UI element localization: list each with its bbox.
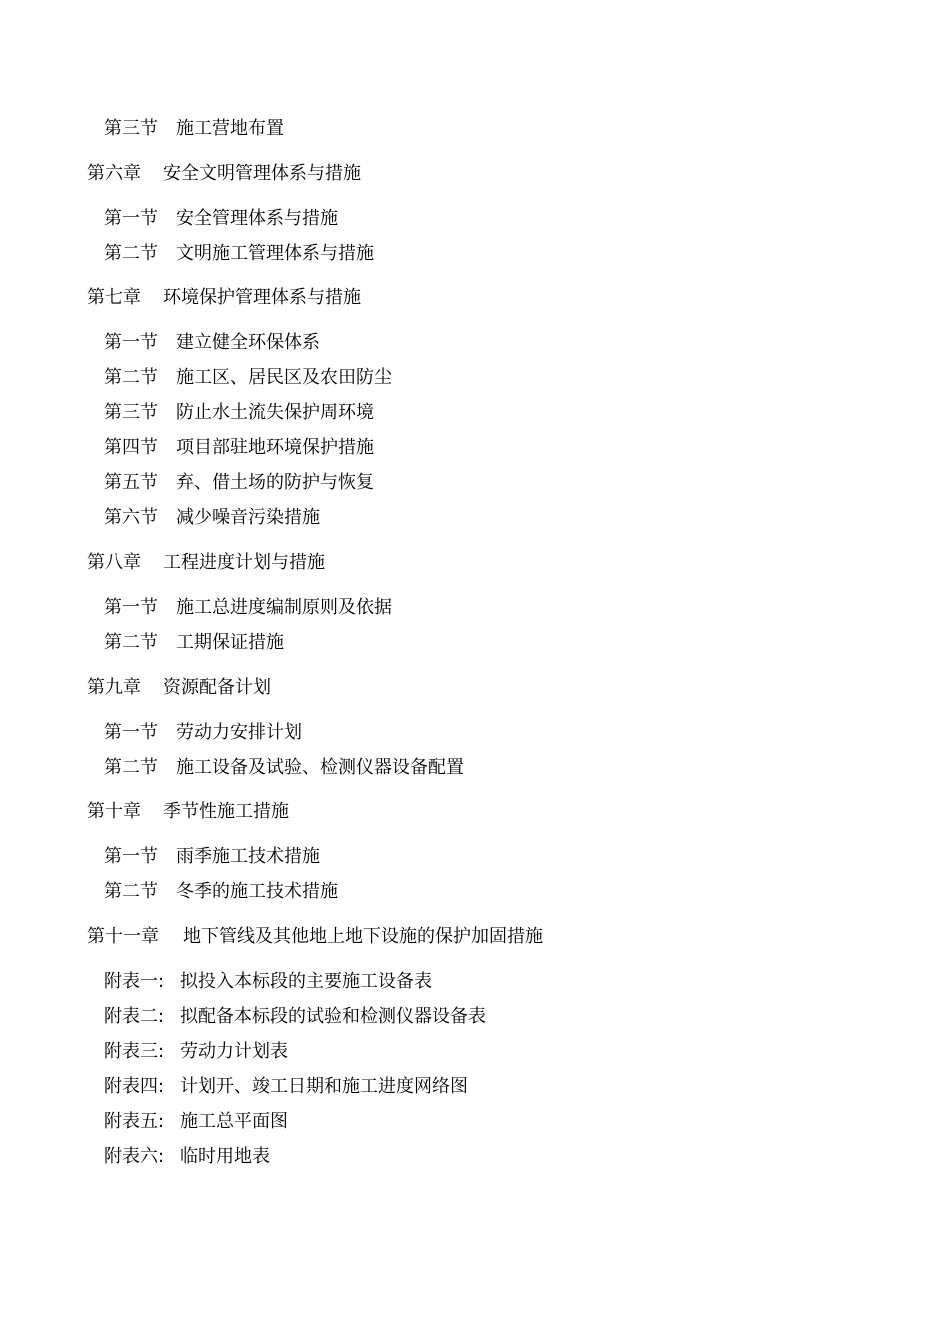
section-title: 施工设备及试验、检测仪器设备配置 [176, 757, 464, 778]
section-title: 安全管理体系与措施 [176, 208, 338, 229]
section-number: 第一节 [104, 332, 158, 353]
appendix-number: 附表一: [104, 971, 165, 992]
section-number: 第一节 [104, 208, 158, 229]
appendix-title: 拟投入本标段的主要施工设备表 [180, 971, 432, 992]
chapter-number: 第七章 [87, 287, 141, 308]
section-number: 第六节 [104, 507, 158, 528]
section-number: 第二节 [104, 881, 158, 902]
section-title: 劳动力安排计划 [176, 722, 302, 743]
section-title: 施工总进度编制原则及依据 [176, 597, 392, 618]
section-title: 工期保证措施 [176, 632, 284, 653]
appendix-number: 附表二: [104, 1006, 165, 1027]
chapter-number: 第九章 [87, 677, 141, 698]
section-title: 建立健全环保体系 [176, 332, 320, 353]
appendix-number: 附表三: [104, 1041, 165, 1062]
appendix-number: 附表四: [104, 1076, 165, 1097]
section-number: 第四节 [104, 437, 158, 458]
chapter-title: 环境保护管理体系与措施 [163, 287, 361, 308]
chapter-title: 工程进度计划与措施 [163, 552, 325, 573]
appendix-number: 附表六: [104, 1146, 165, 1167]
section-title: 项目部驻地环境保护措施 [176, 437, 374, 458]
chapter-title: 季节性施工措施 [163, 801, 289, 822]
section-number: 第二节 [104, 632, 158, 653]
section-title: 文明施工管理体系与措施 [176, 243, 374, 264]
section-title: 施工营地布置 [176, 118, 284, 139]
section-number: 第五节 [104, 472, 158, 493]
section-number: 第一节 [104, 722, 158, 743]
section-title: 冬季的施工技术措施 [176, 881, 338, 902]
section-title: 防止水土流失保护周环境 [176, 402, 374, 423]
appendix-number: 附表五: [104, 1111, 165, 1132]
section-number: 第二节 [104, 243, 158, 264]
appendix-title: 拟配备本标段的试验和检测仪器设备表 [180, 1006, 486, 1027]
chapter-number: 第十章 [87, 801, 141, 822]
chapter-title: 地下管线及其他地上地下设施的保护加固措施 [183, 926, 543, 947]
section-number: 第三节 [104, 402, 158, 423]
appendix-title: 临时用地表 [180, 1146, 270, 1167]
chapter-number: 第十一章 [87, 926, 159, 947]
section-number: 第二节 [104, 367, 158, 388]
section-number: 第二节 [104, 757, 158, 778]
appendix-title: 施工总平面图 [180, 1111, 288, 1132]
appendix-title: 劳动力计划表 [180, 1041, 288, 1062]
appendix-title: 计划开、竣工日期和施工进度网络图 [180, 1076, 468, 1097]
section-title: 施工区、居民区及农田防尘 [176, 367, 392, 388]
section-title: 弃、借土场的防护与恢复 [176, 472, 374, 493]
chapter-title: 安全文明管理体系与措施 [163, 163, 361, 184]
section-number: 第一节 [104, 846, 158, 867]
section-title: 减少噪音污染措施 [176, 507, 320, 528]
section-number: 第一节 [104, 597, 158, 618]
section-title: 雨季施工技术措施 [176, 846, 320, 867]
section-number: 第三节 [104, 118, 158, 139]
chapter-number: 第六章 [87, 163, 141, 184]
chapter-number: 第八章 [87, 552, 141, 573]
chapter-title: 资源配备计划 [163, 677, 271, 698]
